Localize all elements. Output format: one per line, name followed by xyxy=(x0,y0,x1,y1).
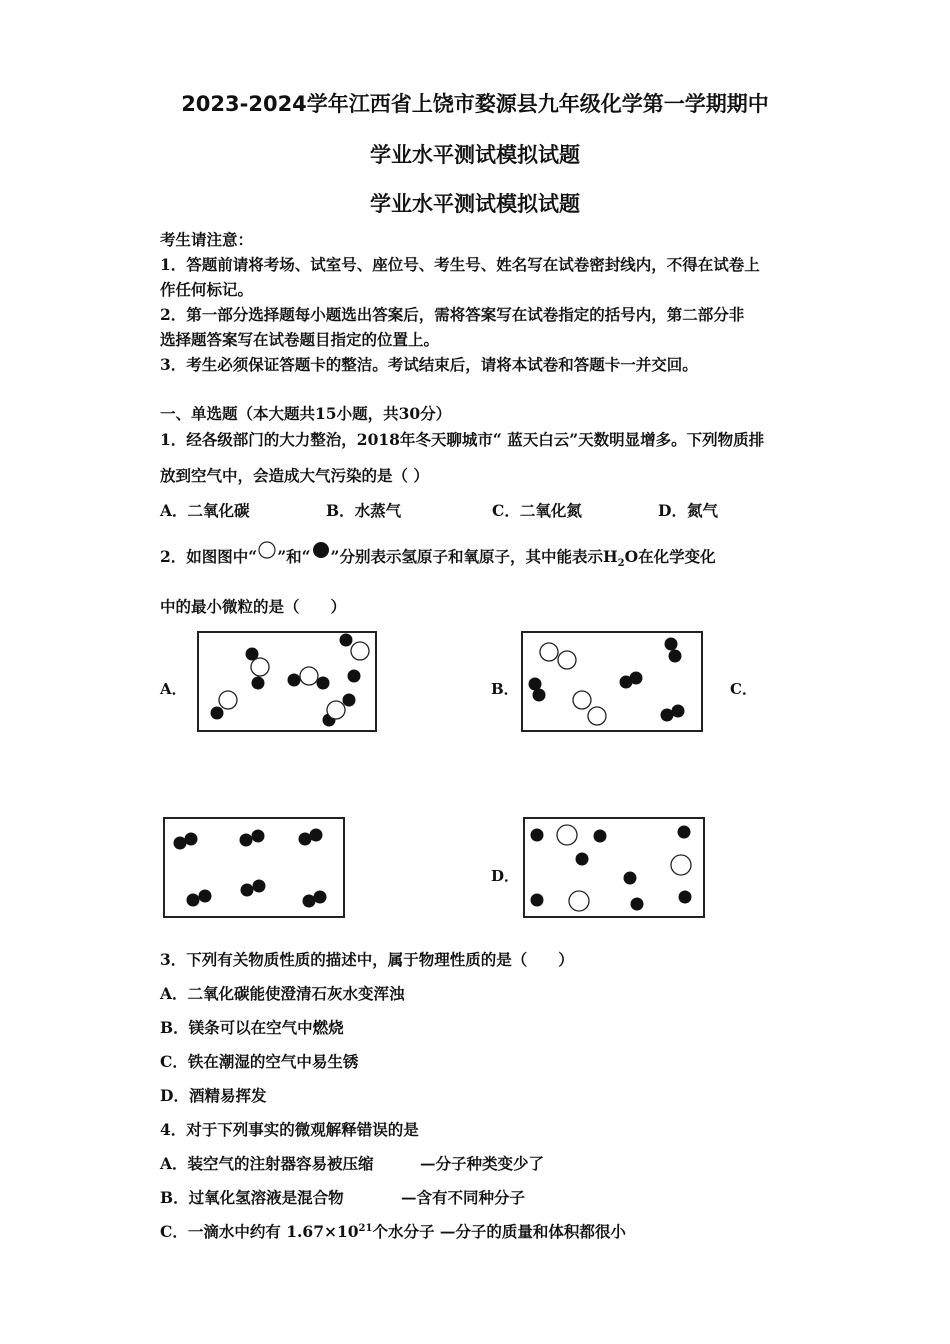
q2-option-b-label: B． xyxy=(491,680,519,698)
hydrogen-atom xyxy=(351,642,369,660)
q2-formula-h: H xyxy=(602,547,618,566)
oxygen-atom xyxy=(665,638,678,651)
q4-option-c-exponent: 21 xyxy=(358,1222,373,1234)
hydrogen-atom xyxy=(251,658,269,676)
molecule-diagram-c xyxy=(165,819,345,918)
q2-option-a-label: A． xyxy=(160,680,187,698)
oxygen-atom xyxy=(187,894,200,907)
oxygen-atom xyxy=(594,830,607,843)
oxygen-atom xyxy=(199,890,212,903)
oxygen-atom xyxy=(240,834,253,847)
oxygen-atom xyxy=(310,829,323,842)
q1-stem-line1: 1．经各级部门的大力整治，2018年冬天聊城市“ 蓝天白云”天数明显增多。下列物质排 xyxy=(160,430,765,449)
oxygen-atom xyxy=(533,689,546,702)
q3-option-c: C．铁在潮湿的空气中易生锈 xyxy=(160,1052,359,1071)
q2-stem-part3: ”分别表示氢原子和氧原子，其中能表示 xyxy=(330,547,603,566)
q4-option-a-fact: A．装空气的注射器容易被压缩 xyxy=(160,1154,374,1173)
q4-option-c-explanation: —分子的质量和体积都很小 xyxy=(439,1222,626,1241)
q2-stem-line1 xyxy=(160,545,716,570)
oxygen-atom xyxy=(531,829,544,842)
q2-option-d-label: D． xyxy=(491,867,520,885)
molecule-diagram-b xyxy=(523,633,703,732)
molecule-diagram-a xyxy=(199,633,377,732)
oxygen-atom xyxy=(672,705,685,718)
oxygen-atom xyxy=(340,634,353,647)
oxygen-atom xyxy=(678,826,691,839)
hydrogen-atom xyxy=(219,691,237,709)
q1-stem-line2: 放到空气中，会造成大气污染的是（ ） xyxy=(160,466,429,485)
q2-option-d-diagram xyxy=(523,817,705,918)
oxygen-atom xyxy=(253,880,266,893)
notice-item-1b: 作任何标记。 xyxy=(160,280,254,299)
q1-option-a: A．二氧化碳 xyxy=(160,501,250,520)
q2-option-c-label: C． xyxy=(730,680,757,698)
oxygen-atom-icon xyxy=(311,540,331,564)
q2-stem-part2: ”和“ xyxy=(277,547,311,566)
molecule-diagram-d xyxy=(525,819,705,918)
notice-item-3: 3．考生必须保证答题卡的整洁。考试结束后，请将本试卷和答题卡一并交回。 xyxy=(160,355,698,374)
oxygen-atom xyxy=(288,674,301,687)
notice-item-1a: 1．答题前请将考场、试室号、座位号、考生号、姓名写在试卷密封线内，不得在试卷上 xyxy=(160,255,760,274)
oxygen-atom xyxy=(211,707,224,720)
hydrogen-atom xyxy=(569,891,589,911)
q2-option-c-diagram xyxy=(163,817,345,918)
q4-option-c-fact-part1: C．一滴水中约有 1.67×10 xyxy=(160,1222,359,1241)
exam-title-line2: 学业水平测试模拟试题 xyxy=(370,143,580,167)
hydrogen-atom-icon xyxy=(257,540,277,564)
q3-stem: 3．下列有关物质性质的描述中，属于物理性质的是（ ） xyxy=(160,950,574,969)
q2-stem-part4: 在化学变化 xyxy=(638,547,716,566)
q4-option-b-explanation: —含有不同种分子 xyxy=(401,1188,526,1207)
oxygen-atom xyxy=(631,898,644,911)
q2-option-a-diagram xyxy=(197,631,377,732)
oxygen-atom xyxy=(348,670,361,683)
q3-option-b: B．镁条可以在空气中燃烧 xyxy=(160,1018,344,1037)
notice-item-2a: 2．第一部分选择题每小题选出答案后，需将答案写在试卷指定的括号内，第二部分非 xyxy=(160,305,745,324)
exam-title-line3: 学业水平测试模拟试题 xyxy=(370,192,580,216)
q1-option-b: B．水蒸气 xyxy=(326,501,402,520)
q4-option-c xyxy=(160,1220,626,1242)
q4-option-a-explanation: —分子种类变少了 xyxy=(420,1154,545,1173)
oxygen-atom xyxy=(185,833,198,846)
q4-stem: 4．对于下列事实的微观解释错误的是 xyxy=(160,1120,419,1139)
q2-option-b-diagram xyxy=(521,631,703,732)
oxygen-atom xyxy=(624,872,637,885)
oxygen-atom xyxy=(531,894,544,907)
hydrogen-atom xyxy=(588,707,606,725)
notice-item-2b: 选择题答案写在试卷题目指定的位置上。 xyxy=(160,330,440,349)
oxygen-atom xyxy=(669,650,682,663)
q2-formula-o: O xyxy=(624,547,639,566)
notice-heading: 考生请注意： xyxy=(160,230,254,249)
hydrogen-atom xyxy=(540,643,558,661)
hydrogen-atom xyxy=(327,701,345,719)
hydrogen-atom xyxy=(573,691,591,709)
q4-option-c-fact-part2: 个水分子 xyxy=(372,1222,435,1241)
oxygen-atom xyxy=(679,891,692,904)
oxygen-atom xyxy=(252,677,265,690)
hydrogen-atom xyxy=(671,855,691,875)
q1-option-d: D．氮气 xyxy=(658,501,718,520)
exam-title-line1: 2023-2024学年江西省上饶市婺源县九年级化学第一学期期中 xyxy=(181,92,769,116)
q4-option-b-fact: B．过氧化氢溶液是混合物 xyxy=(160,1188,344,1207)
hydrogen-atom xyxy=(558,651,576,669)
q3-option-d: D．酒精易挥发 xyxy=(160,1086,267,1105)
q2-stem-line2: 中的最小微粒的是（ ） xyxy=(160,597,347,616)
hydrogen-atom xyxy=(557,825,577,845)
q2-stem-part1: 2．如图图中“ xyxy=(160,547,258,566)
oxygen-atom xyxy=(630,672,643,685)
oxygen-atom xyxy=(343,694,356,707)
oxygen-atom xyxy=(317,677,330,690)
q1-option-c: C．二氧化氮 xyxy=(492,501,582,520)
section-heading: 一、单选题（本大题共15小题，共30分） xyxy=(160,404,452,423)
q3-option-a: A．二氧化碳能使澄清石灰水变浑浊 xyxy=(160,984,405,1003)
oxygen-atom xyxy=(241,884,254,897)
oxygen-atom xyxy=(576,853,589,866)
hydrogen-atom xyxy=(300,667,318,685)
oxygen-atom xyxy=(252,830,265,843)
q2-formula-subscript: 2 xyxy=(617,558,625,570)
oxygen-atom xyxy=(314,891,327,904)
